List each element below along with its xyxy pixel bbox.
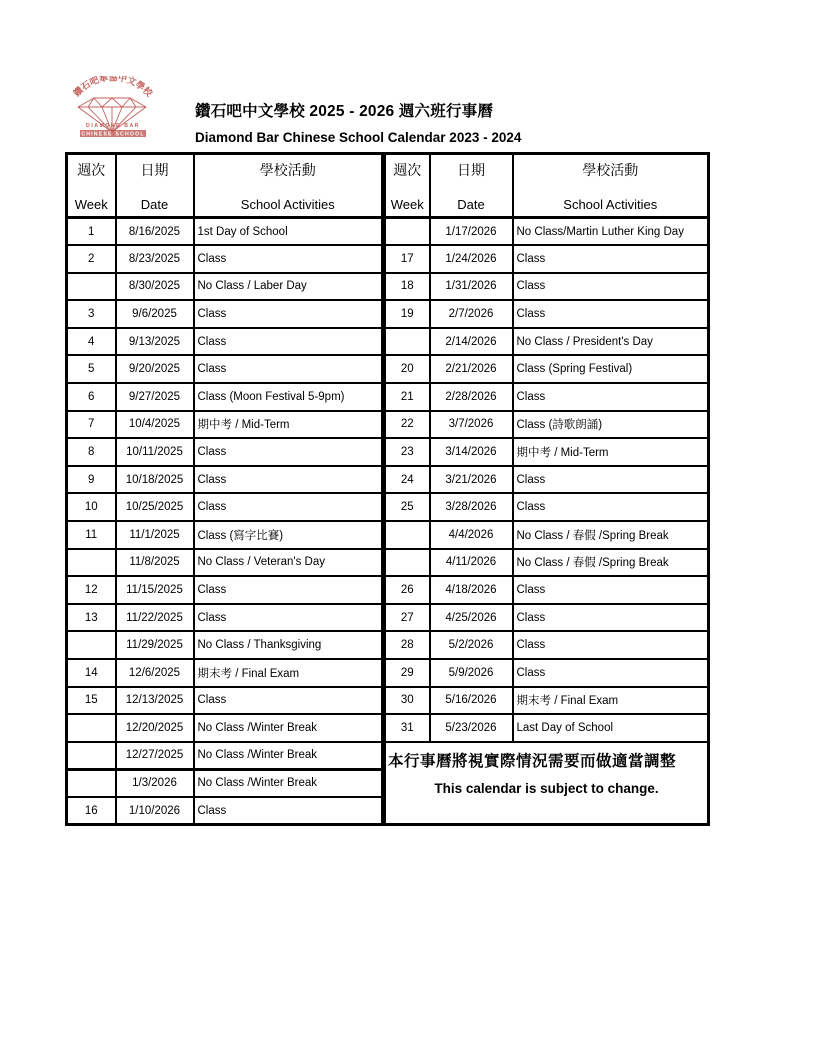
activity-cell: Class <box>513 493 709 521</box>
date-cell: 11/8/2025 <box>116 549 194 577</box>
date-cell: 9/6/2025 <box>116 300 194 328</box>
activity-cell: No Class / 春假 /Spring Break <box>513 549 709 577</box>
week-cell: 3 <box>67 300 116 328</box>
activity-cell: Class <box>194 355 384 383</box>
note-text-en: This calendar is subject to change. <box>434 780 659 796</box>
date-cell: 2/14/2026 <box>430 328 513 356</box>
week-cell: 15 <box>67 687 116 715</box>
activity-cell: Class (詩歌朗誦) <box>513 411 709 439</box>
activity-cell: Class <box>194 687 384 715</box>
date-cell: 1/17/2026 <box>430 218 513 246</box>
week-cell <box>384 328 430 356</box>
table-row <box>67 328 709 356</box>
activity-cell: Class <box>194 438 384 466</box>
week-cell: 10 <box>67 493 116 521</box>
table-row <box>67 218 709 246</box>
table-row <box>67 521 709 549</box>
date-cell: 10/11/2025 <box>116 438 194 466</box>
date-cell: 3/7/2026 <box>430 411 513 439</box>
date-cell: 3/21/2026 <box>430 466 513 494</box>
date-cell: 12/20/2025 <box>116 714 194 742</box>
date-cell: 4/18/2026 <box>430 576 513 604</box>
activity-cell: 期末考 / Final Exam <box>194 659 384 687</box>
week-cell: 20 <box>384 355 430 383</box>
table-row <box>67 714 709 742</box>
date-cell: 11/22/2025 <box>116 604 194 632</box>
week-cell: 16 <box>67 797 116 825</box>
week-cell: 7 <box>67 411 116 439</box>
activity-cell: 期中考 / Mid-Term <box>513 438 709 466</box>
week-cell <box>384 218 430 246</box>
activity-cell: 期中考 / Mid-Term <box>194 411 384 439</box>
date-cell: 5/23/2026 <box>430 714 513 742</box>
header-date-right: 日期 Date <box>430 154 513 218</box>
table-row <box>67 687 709 715</box>
week-cell: 17 <box>384 245 430 273</box>
school-logo <box>64 76 162 140</box>
table-row <box>67 383 709 411</box>
table-row <box>67 411 709 439</box>
table-row <box>67 576 709 604</box>
activity-cell: 期末考 / Final Exam <box>513 687 709 715</box>
header-week-right: 週次 Week <box>384 154 430 218</box>
activity-cell: Last Day of School <box>513 714 709 742</box>
week-cell <box>67 273 116 301</box>
week-cell: 4 <box>67 328 116 356</box>
week-cell: 1 <box>67 218 116 246</box>
date-cell: 1/3/2026 <box>116 769 194 797</box>
activity-cell: Class <box>513 659 709 687</box>
date-cell: 10/25/2025 <box>116 493 194 521</box>
week-cell: 18 <box>384 273 430 301</box>
table-row <box>67 659 709 687</box>
week-cell <box>384 549 430 577</box>
week-cell: 22 <box>384 411 430 439</box>
activity-cell: Class <box>194 797 384 825</box>
activity-cell: No Class / Thanksgiving <box>194 631 384 659</box>
activity-cell: Class (寫字比賽) <box>194 521 384 549</box>
header-week-left: 週次 Week <box>67 154 116 218</box>
date-cell: 4/4/2026 <box>430 521 513 549</box>
table-row <box>67 604 709 632</box>
table-row <box>67 438 709 466</box>
date-cell: 5/2/2026 <box>430 631 513 659</box>
activity-cell: Class <box>194 493 384 521</box>
week-cell: 2 <box>67 245 116 273</box>
week-cell: 24 <box>384 466 430 494</box>
table-row <box>67 742 709 770</box>
week-cell <box>67 549 116 577</box>
week-cell <box>67 769 116 797</box>
activity-cell: Class <box>513 604 709 632</box>
logo-banner-line2: CHINESE SCHOOL <box>81 131 145 138</box>
diamond-logo-graphic <box>64 76 162 140</box>
table-row <box>67 493 709 521</box>
note-cell <box>384 742 709 825</box>
week-cell: 11 <box>67 521 116 549</box>
week-cell: 9 <box>67 466 116 494</box>
calendar-table <box>65 152 710 826</box>
activity-cell: Class <box>513 300 709 328</box>
activity-cell: No Class /Winter Break <box>194 769 384 797</box>
week-cell: 8 <box>67 438 116 466</box>
week-cell: 26 <box>384 576 430 604</box>
note-text-zh: 本行事曆將視實際情況需要而做適當調整 <box>388 752 677 770</box>
header-date-left: 日期 Date <box>116 154 194 218</box>
date-cell: 10/18/2025 <box>116 466 194 494</box>
page-title: 鑽石吧中文學校 2025 - 2026 週六班行事曆 <box>195 103 494 120</box>
date-cell: 1/31/2026 <box>430 273 513 301</box>
week-cell: 27 <box>384 604 430 632</box>
activity-cell: Class <box>513 383 709 411</box>
week-cell <box>67 631 116 659</box>
activity-cell: Class <box>513 466 709 494</box>
page-subtitle: Diamond Bar Chinese School Calendar 2023 - 2024 <box>195 130 522 145</box>
date-cell: 4/25/2026 <box>430 604 513 632</box>
header-activities-left: 學校活動 School Activities <box>194 154 384 218</box>
date-cell: 1/24/2026 <box>430 245 513 273</box>
week-cell: 30 <box>384 687 430 715</box>
week-cell: 21 <box>384 383 430 411</box>
activity-cell: Class <box>513 245 709 273</box>
activity-cell: Class <box>194 300 384 328</box>
activity-cell: No Class /Winter Break <box>194 714 384 742</box>
table-row <box>67 300 709 328</box>
week-cell: 14 <box>67 659 116 687</box>
date-cell: 8/30/2025 <box>116 273 194 301</box>
week-cell: 5 <box>67 355 116 383</box>
date-cell: 5/9/2026 <box>430 659 513 687</box>
activity-cell: No Class / Laber Day <box>194 273 384 301</box>
table-row <box>67 631 709 659</box>
logo-arc-text: 鑽石吧華協中文學校 <box>72 76 154 100</box>
activity-cell: Class <box>194 604 384 632</box>
date-cell: 9/13/2025 <box>116 328 194 356</box>
header-row <box>67 154 709 218</box>
week-cell: 6 <box>67 383 116 411</box>
date-cell: 10/4/2025 <box>116 411 194 439</box>
date-cell: 12/27/2025 <box>116 742 194 770</box>
activity-cell: Class (Spring Festival) <box>513 355 709 383</box>
week-cell: 19 <box>384 300 430 328</box>
activity-cell: 1st Day of School <box>194 218 384 246</box>
week-cell: 25 <box>384 493 430 521</box>
week-cell: 28 <box>384 631 430 659</box>
week-cell: 31 <box>384 714 430 742</box>
activity-cell: Class <box>513 631 709 659</box>
week-cell: 13 <box>67 604 116 632</box>
activity-cell: Class <box>194 328 384 356</box>
table-row <box>67 273 709 301</box>
activity-cell: Class <box>194 245 384 273</box>
week-cell: 23 <box>384 438 430 466</box>
date-cell: 2/21/2026 <box>430 355 513 383</box>
activity-cell: No Class/Martin Luther King Day <box>513 218 709 246</box>
activity-cell: No Class / President's Day <box>513 328 709 356</box>
date-cell: 9/20/2025 <box>116 355 194 383</box>
date-cell: 2/7/2026 <box>430 300 513 328</box>
activity-cell: Class <box>513 576 709 604</box>
table-row <box>67 549 709 577</box>
activity-cell: No Class /Winter Break <box>194 742 384 770</box>
date-cell: 2/28/2026 <box>430 383 513 411</box>
table-row <box>67 466 709 494</box>
date-cell: 11/1/2025 <box>116 521 194 549</box>
date-cell: 11/29/2025 <box>116 631 194 659</box>
date-cell: 3/28/2026 <box>430 493 513 521</box>
week-cell <box>384 521 430 549</box>
activity-cell: No Class / 春假 /Spring Break <box>513 521 709 549</box>
date-cell: 3/14/2026 <box>430 438 513 466</box>
date-cell: 8/23/2025 <box>116 245 194 273</box>
date-cell: 4/11/2026 <box>430 549 513 577</box>
week-cell: 12 <box>67 576 116 604</box>
date-cell: 8/16/2025 <box>116 218 194 246</box>
table-row <box>67 355 709 383</box>
activity-cell: Class <box>194 466 384 494</box>
activity-cell: Class <box>513 273 709 301</box>
date-cell: 9/27/2025 <box>116 383 194 411</box>
activity-cell: No Class / Veteran's Day <box>194 549 384 577</box>
date-cell: 11/15/2025 <box>116 576 194 604</box>
date-cell: 12/13/2025 <box>116 687 194 715</box>
date-cell: 5/16/2026 <box>430 687 513 715</box>
logo-banner-line1: DIAMOND BAR <box>86 123 140 129</box>
week-cell: 29 <box>384 659 430 687</box>
activity-cell: Class (Moon Festival 5-9pm) <box>194 383 384 411</box>
week-cell <box>67 742 116 770</box>
table-row <box>67 245 709 273</box>
activity-cell: Class <box>194 576 384 604</box>
date-cell: 1/10/2026 <box>116 797 194 825</box>
date-cell: 12/6/2025 <box>116 659 194 687</box>
week-cell <box>67 714 116 742</box>
header-activities-right: 學校活動 School Activities <box>513 154 709 218</box>
